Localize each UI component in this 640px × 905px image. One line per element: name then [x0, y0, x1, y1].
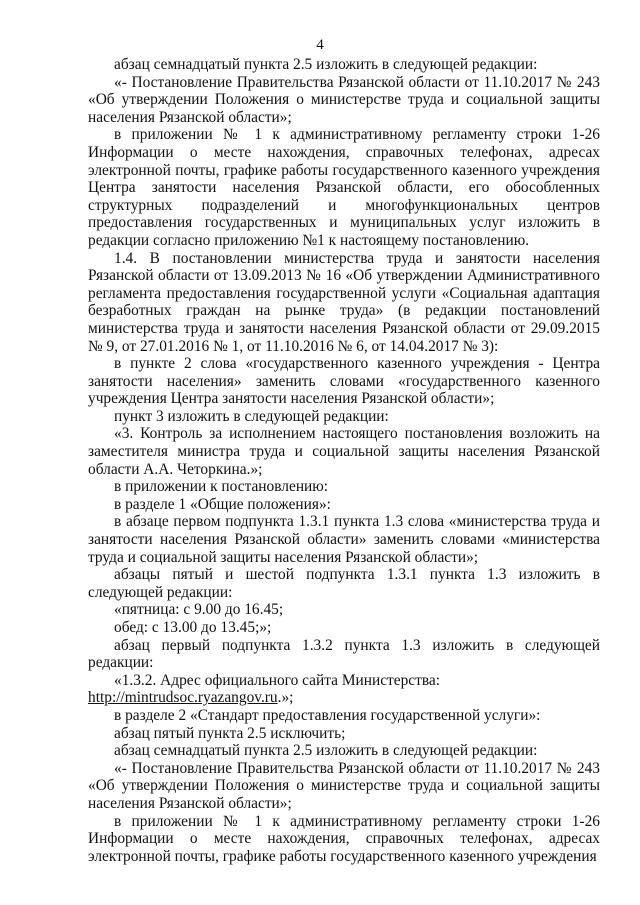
paragraph: в абзаце первом подпункта 1.3.1 пункта 1.3 слова «министерства труда и занятости населения Рязанской области» заменить словами «министерства труда и социальной защиты населения Рязанской области»;	[88, 513, 600, 566]
paragraph: в приложении № 1 к административному регламенту строки 1-26 Информации о месте нахождения, справочных телефонах, адресах электронной почты, графике работы государственного казенного учреждения Центра занятости населения Рязанской области, его обособленных структурных подразделений и многофункциональных центров предоставления государственных и муниципальных услуг изложить в редакции согласно приложению №1 к настоящему постановлению.	[88, 126, 600, 249]
paragraph: «- Постановление Правительства Рязанской области от 11.10.2017 № 243 «Об утверждении Положения о министерстве труда и социальной защиты населения Рязанской области»;	[88, 759, 600, 812]
paragraph: в разделе 2 «Стандарт предоставления государственной услуги»:	[114, 706, 541, 724]
paragraph: абзац семнадцатый пункта 2.5 изложить в следующей редакции:	[114, 742, 538, 760]
page-number: 4	[316, 37, 324, 53]
paragraph: «пятница: с 9.00 до 16.45;	[114, 601, 284, 619]
paragraph: обед: с 13.00 до 13.45;»;	[114, 619, 272, 636]
paragraph: 1.4. В постановлении министерства труда и занятости населения Рязанской области от 13.09.2013 № 16 «Об утверждении Административного регламента предоставления государственной услуги «Социальная адаптация безработных граждан на рынке труда» (в редакции постановлений министерства труда и занятости населения Рязанской области от 29.09.2015 № 9, от 27.01.2016 № 1, от 11.10.2016 № 6, от 14.04.2017 № 3):	[88, 249, 600, 355]
paragraph: абзац семнадцатый пункта 2.5 изложить в следующей редакции:	[114, 56, 538, 73]
document-body	[88, 56, 600, 865]
paragraph: в разделе 1 «Общие положения»:	[114, 495, 331, 513]
paragraph: «- Постановление Правительства Рязанской области от 11.10.2017 № 243 «Об утверждении Положения о министерстве труда и социальной защиты населения Рязанской области»;	[88, 73, 600, 126]
paragraph: абзац пятый пункта 2.5 исключить;	[114, 724, 346, 742]
paragraph: «1.3.2. Адрес официального сайта Министерства:	[114, 671, 441, 689]
site-url-tail: .»;	[277, 689, 294, 707]
site-url-line	[88, 689, 600, 707]
paragraph: в приложении к постановлению:	[114, 478, 329, 496]
paragraph: пункт 3 изложить в следующей редакции:	[114, 407, 389, 425]
site-url-link[interactable]: http://mintrudsoc.ryazangov.ru	[88, 689, 278, 707]
paragraph: в пункте 2 слова «государственного казенного учреждения - Центра занятости населения» заменить словами «государственного казенного учреждения Центра занятости населения Рязанской области»;	[88, 355, 600, 408]
paragraph: в приложении № 1 к административному регламенту строки 1-26 Информации о месте нахождения, справочных телефонах, адресах электронной почты, графике работы государственного казенного учреждения	[88, 812, 600, 865]
paragraph: абзац первый подпункта 1.3.2 пункта 1.3 изложить в следующей редакции:	[88, 636, 600, 672]
paragraph: абзацы пятый и шестой подпункта 1.3.1 пункта 1.3 изложить в следующей редакции:	[88, 566, 600, 601]
paragraph: «3. Контроль за исполнением настоящего постановления возложить на заместителя министра труда и социальной защиты населения Рязанской области А.А. Четоркина.»;	[88, 425, 600, 478]
